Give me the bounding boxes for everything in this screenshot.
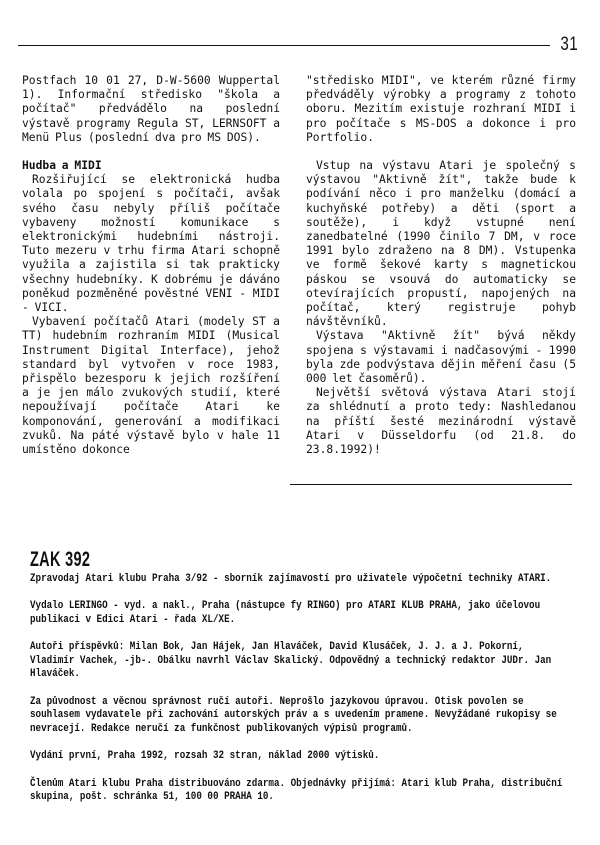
colophon [30, 548, 568, 819]
right-paragraph-1: "středisko MIDI", ve kterém různé firmy předváděly výrobky a programy z tohoto oboru. Mezitím existuje rozhraní MIDI i pro počítače s MS-DOS a dokonce i pro Portfolio. [306, 74, 576, 144]
column-end-rule [290, 484, 572, 485]
right-paragraph-2: Vstup na výstavu Atari je společný s výstavou "Aktivně žít", takže bude k podívání něco i pro manželku (domácí a kuchyňské potřeby) a děti (sport a soutěže), i když vstupné není zanedbatelné (1990 činilo 7 DM, v roce 1991 bylo zdraženo na 8 DM). Vstupenka ve formě šekové karty s magnetickou páskou se vsouvá do automaticky se otevírajících propustí, napojených na počítač, který registruje pohyb návštěvníků. [306, 159, 576, 329]
section-title: Hudba a MIDI [22, 159, 102, 173]
right-paragraph-3: Výstava "Aktivně žít" bývá někdy spojena s výstavami i nadčasovými - 1990 byla zde podvýstava dějin měření času (5 000 let časoměrů). [306, 329, 576, 386]
colophon-subtitle: Zpravodaj Atari klubu Praha 3/92 - sborník zajímavostí pro uživatele výpočetní techniky ATARI. [30, 572, 552, 585]
colophon-edition: Vydání první, Praha 1992, rozsah 32 stran, náklad 2000 výtisků. [30, 750, 380, 762]
colophon-responsibility: Za původnost a věcnou správnost ručí autoři. Neprošlo jazykovou úpravou. Otisk povolen se souhlasem vydavatele při zachování autorských práv a s uvedením pramene. Nevyžádané rukopisy se nevracejí. Redakce neručí za funkčnost publikovaných výpisů programů. [30, 695, 557, 735]
left-paragraph-1: Rozšiřující se elektronická hudba volala po spojení s počítači, avšak svého času nebyly příliš počítače vybaveny možností komunikace s elektronickými hudebními nástroji. Tuto mezeru v trhu firma Atari schopně využila a zajistila si tak prakticky všechny hudebníky. K dobrému je dáváno poněkud pozměněné pověstné VENI - MIDI - VICI. [22, 173, 280, 315]
colophon-authors: Autoři příspěvků: Milan Bok, Jan Hájek, Jan Hlaváček, David Klusáček, J. J. a J. Pokorní, Vladimír Vachek, -jb-. Obálku navrhl Václav Skalický. Odpovědný a technický redaktor JUDr. Jan Hlaváček. [30, 641, 552, 680]
right-paragraph-4: Největší světová výstava Atari stojí za shlédnutí a proto tedy: Nashledanou na příští šesté mezinárodní výstavě Atari v Düsseldorfu (od 21.8. do 23.8.1992)! [306, 386, 576, 457]
colophon-distribution: Členům Atari klubu Praha distribuováno zdarma. Objednávky přijímá: Atari klub Praha, distribuční skupina, pošt. schránka 51, 100 00 PRAHA 10. [30, 777, 563, 803]
left-intro-paragraph: Postfach 10 01 27, D-W-5600 Wuppertal 1). Informační středisko "škola a počítač" předvádělo na poslední výstavě programy Regula ST, LERNSOFT a Menü Plus (poslední dva pro MS DOS). [22, 74, 280, 144]
header-rule [18, 45, 550, 46]
right-column [306, 74, 576, 457]
left-paragraph-2: Vybavení počítačů Atari (modely ST a TT) hudebním rozhraním MIDI (Musical Instrument Digital Interface), jehož standard byl vytvořen v roce 1983, přispělo bezesporu k jejich rozšíření a je jen málo zvukových studií, které nepoužívají počítače Atari ke komponování, generování a modifikaci zvuků. Na páté výstavě bylo v hale 11 umístěno dokonce [22, 315, 280, 457]
colophon-title: ZAK 392 [30, 548, 91, 571]
page-number: 31 [560, 34, 578, 55]
colophon-publisher: Vydalo LERINGO - vyd. a nakl., Praha (nástupce fy RINGO) pro ATARI KLUB PRAHA, jako účelovou publikaci v Edici Atari - řada XL/XE. [30, 600, 541, 626]
left-column [22, 74, 280, 457]
